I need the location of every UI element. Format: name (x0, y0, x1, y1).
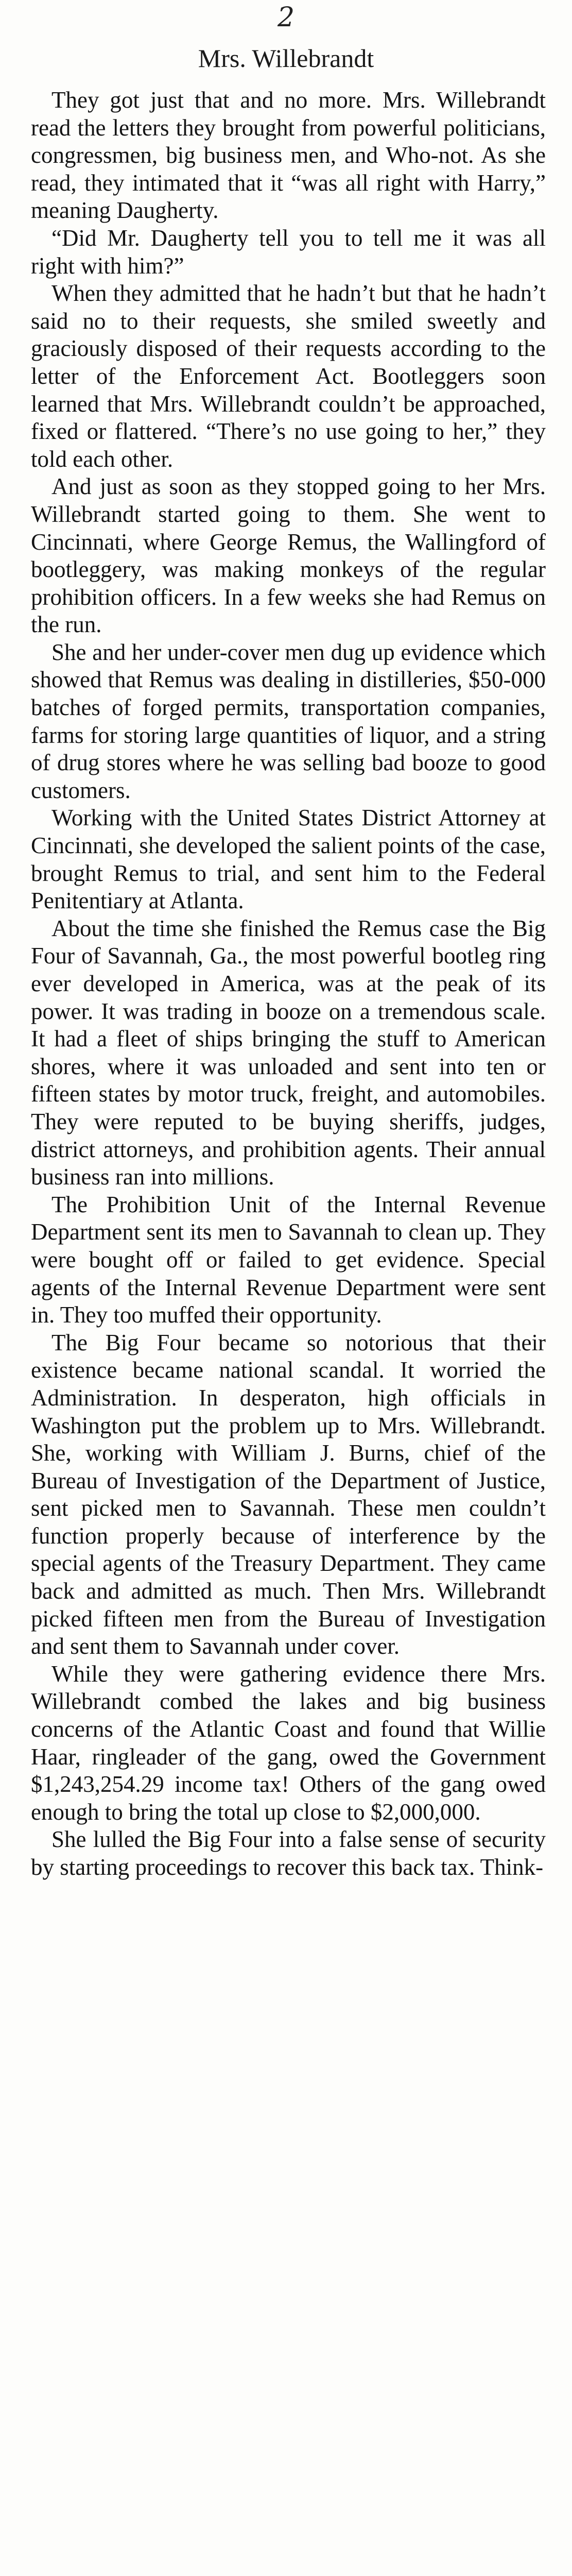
paragraph: She lulled the Big Four into a false sense of security by starting proceedings to recover this back tax. Think- (31, 1826, 546, 1880)
paragraph: The Prohibition Unit of the Internal Revenue Department sent its men to Savannah to clean up. They were bought off or failed to get evidence. Special agents of the Internal Revenue Department were sent in. They too muffed their opportunity. (31, 1191, 546, 1328)
paragraph: “Did Mr. Daugherty tell you to tell me it was all right with him?” (31, 225, 546, 279)
paragraph: About the time she finished the Remus case the Big Four of Savannah, Ga., the most powerful bootleg ring ever developed in America, was at the peak of its power. It was trading in booze on a tremendous scale. It had a fleet of ships bringing the stuff to American shores, where it was unloaded and sent into ten or fifteen states by motor truck, freight, and automobiles. They were reputed to be buying sheriffs, judges, district attorneys, and prohibition agents. Their annual business ran into millions. (31, 915, 546, 1190)
page-number: 2 (277, 2, 295, 33)
article-body (31, 87, 546, 2576)
paragraph: They got just that and no more. Mrs. Willebrandt read the letters they brought from powerful politicians, congressmen, big business men, and Who-not. As she read, they intimated that it “was all right with Harry,” meaning Daugherty. (31, 87, 546, 224)
article-title: Mrs. Willebrandt (198, 44, 374, 73)
paragraph: And just as soon as they stopped going to her Mrs. Willebrandt started going to them. She went to Cincinnati, where George Remus, the Wallingford of bootleggery, was making monkeys of the regular prohibition officers. In a few weeks she had Remus on the run. (31, 473, 546, 638)
paragraph: While they were gathering evidence there Mrs. Willebrandt combed the lakes and big business concerns of the Atlantic Coast and found that Willie Haar, ringleader of the gang, owed the Government $1,243,254.29 income tax! Others of the gang owed enough to bring the total up close to $2,000,000. (31, 1660, 546, 1825)
paragraph: Working with the United States District Attorney at Cincinnati, she developed the salient points of the case, brought Remus to trial, and sent him to the Federal Penitentiary at Atlanta. (31, 805, 546, 914)
paragraph: The Big Four became so notorious that their existence became national scandal. It worried the Administration. In desperaton, high officials in Washington put the problem up to Mrs. Willebrandt. She, working with William J. Burns, chief of the Bureau of Investigation of the Department of Justice, sent picked men to Savannah. These men couldn’t function properly because of interference by the special agents of the Treasury Department. They came back and admitted as much. Then Mrs. Willebrandt picked fifteen men from the Bureau of Investigation and sent them to Savannah under cover. (31, 1329, 546, 1659)
paragraph: When they admitted that he hadn’t but that he hadn’t said no to their requests, she smiled sweetly and graciously disposed of their requests according to the letter of the Enforcement Act. Bootleggers soon learned that Mrs. Willebrandt couldn’t be approached, fixed or flattered. “There’s no use going to her,” they told each other. (31, 280, 546, 472)
paragraph: She and her under-cover men dug up evidence which showed that Remus was dealing in distilleries, $50-000 batches of forged permits, transportation companies, farms for storing large quantities of liquor, and a string of drug stores where he was selling bad booze to good customers. (31, 639, 546, 803)
